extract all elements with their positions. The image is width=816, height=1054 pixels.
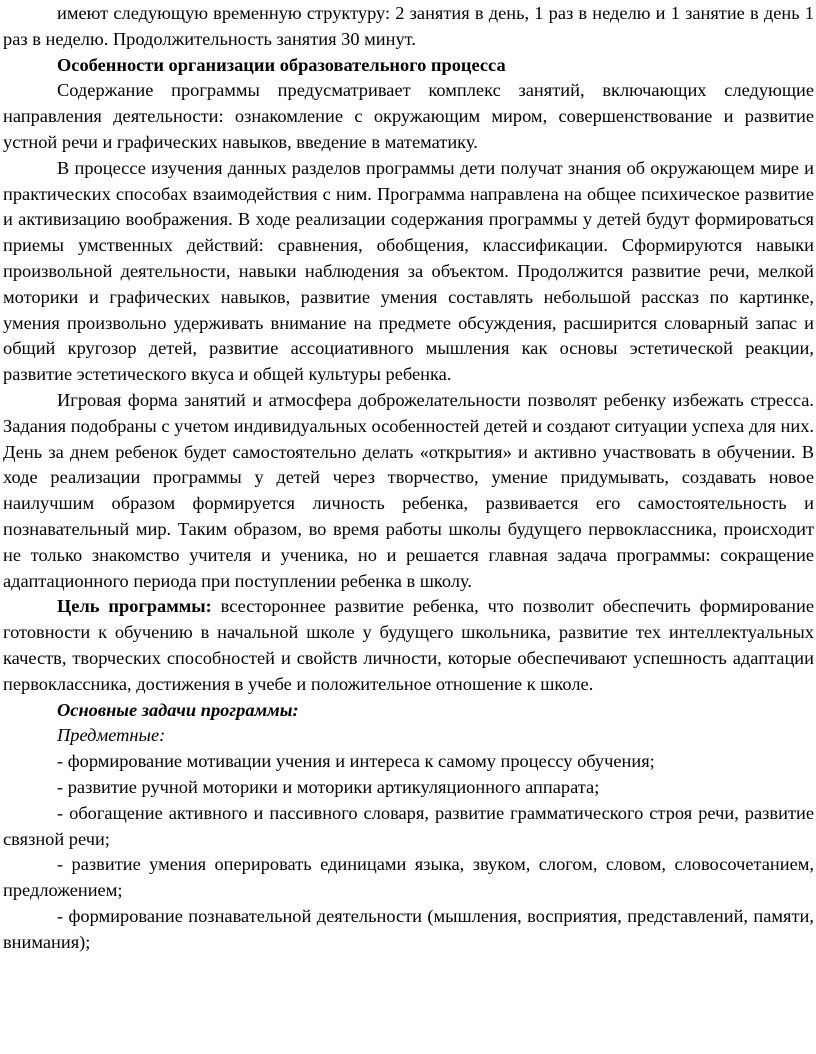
subject-heading: Предметные:	[57, 725, 166, 746]
list-item: - формирование мотивации учения и интереса к самому процессу обучения;	[57, 751, 655, 772]
goal-paragraph	[3, 594, 814, 697]
tasks-heading-paragraph	[3, 698, 814, 724]
paragraph-process: В процессе изучения данных разделов программы дети получат знания об окружающем мире и практических способах взаимодействия с ним. Программа направлена на общее психическое развитие и активизацию воображения. В ходе реализации содержания программы у детей будут формироваться приемы умственных действий: сравнения, обобщения, классификации. Сформируются навыки произвольной деятельности, навыки наблюдения за объектом. Продолжится развитие речи, мелкой моторики и графических навыков, развитие умения составлять небольшой рассказ по картинке, умения произвольно удерживать внимание на предмете обсуждения, расширится словарный запас и общий кругозор детей, развитие ассоциативного мышления как основы эстетической реакции, развитие эстетического вкуса и общей культуры ребенка.	[3, 157, 814, 385]
list-item: - развитие ручной моторики и моторики артикуляционного аппарата;	[57, 776, 600, 797]
list-item: - формирование познавательной деятельности (мышления, восприятия, представлений, памяти, внимания);	[3, 905, 814, 952]
list-item: - развитие умения оперировать единицами языка, звуком, слогом, словом, словосочетанием, предложением;	[3, 854, 814, 901]
section-heading-features: Особенности организации образовательного процесса	[57, 54, 506, 75]
intro-paragraph: имеют следующую временную структуру: 2 занятия в день, 1 раз в неделю и 1 занятие в день 1 раз в неделю. Продолжительность занятия 30 минут.	[3, 3, 814, 49]
list-item: - обогащение активного и пассивного словаря, развитие грамматического строя речи, развитие связной речи;	[3, 802, 814, 849]
goal-text: всестороннее развитие ребенка, что позволит обеспечить формирование готовности к обучению в начальной школе у будущего школьника, развитие тех интеллектуальных качеств, творческих способностей и свойств личности, которые обеспечивают успешность адаптации первоклассника, достижения в учебе и положительное отношение к школе.	[3, 596, 814, 694]
paragraph-game: Игровая форма занятий и атмосфера доброжелательности позволят ребенку избежать стресса. Задания подобраны с учетом индивидуальных особенностей детей и создают ситуации успеха для них. День за днем ребенок будет самостоятельно делать «открытия» и активно участвовать в обучении. В ходе реализации программы у детей через творчество, умение придумывать, создавать новое наилучшим образом формируется личность ребенка, развивается его самостоятельность и познавательный мир. Таким образом, во время работы школы будущего первоклассника, происходит не только знакомство учителя и ученика, но и решается главная задача программы: сокращение адаптационного периода при поступлении ребенка в школу.	[3, 389, 814, 591]
tasks-heading: Основные задачи программы:	[57, 699, 299, 720]
goal-label: Цель программы:	[57, 596, 212, 617]
paragraph-content: Содержание программы предусматривает комплекс занятий, включающих следующие направления деятельности: ознакомление с окружающим миром, совершенствование и развитие устной речи и графических навыков, введение в математику.	[3, 80, 814, 152]
subject-heading-paragraph	[3, 723, 814, 749]
